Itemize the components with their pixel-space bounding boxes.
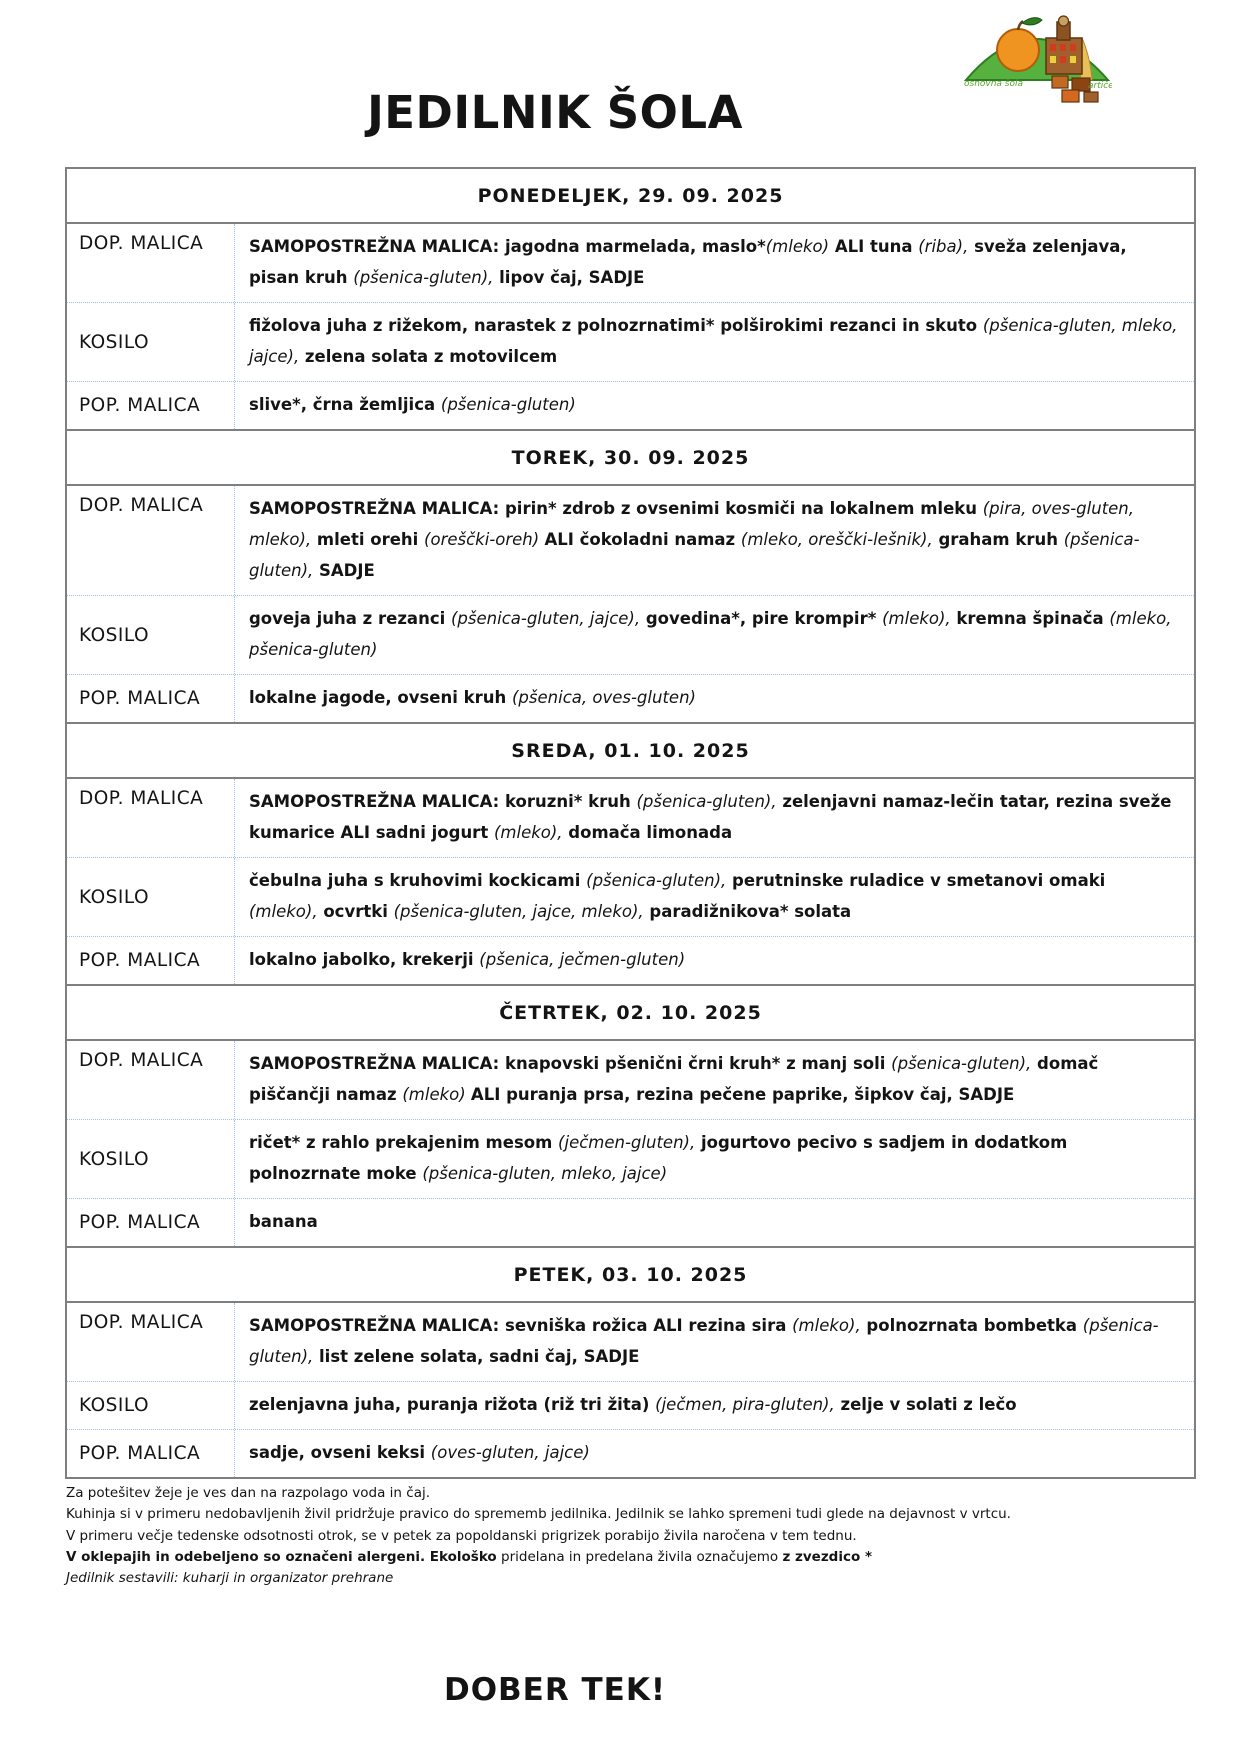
meal-row <box>67 486 1194 595</box>
meal-label: DOP. MALICA <box>67 486 235 595</box>
text-segment: (riba), <box>918 237 969 256</box>
page-title: JEDILNIK ŠOLA <box>367 86 743 139</box>
meal-text <box>235 303 1194 381</box>
note-line <box>66 1504 1186 1525</box>
text-segment: lokalno jabolko, krekerji <box>249 950 480 969</box>
text-segment: z zvezdico * <box>782 1548 873 1565</box>
text-segment: jogurtovo pecivo s sadjem in dodatkom polnozrnate moke <box>249 1133 1068 1183</box>
note-line <box>66 1568 1186 1589</box>
closing-area <box>65 1672 1045 1708</box>
text-segment: zelenjavna juha, puranja rižota (riž tri žita) <box>249 1395 656 1414</box>
text-segment: paradižnikova* solata <box>643 902 852 921</box>
text-segment: Jedilnik sestavili: kuharji in organizator prehrane <box>66 1570 394 1587</box>
closing-text: DOBER TEK! <box>443 1671 667 1708</box>
meal-text <box>235 382 1194 429</box>
text-segment: (pšenica, ječmen-gluten) <box>479 950 686 969</box>
text-segment: (mleko) <box>402 1085 471 1104</box>
text-segment: (mleko), <box>249 902 318 921</box>
meal-label: DOP. MALICA <box>67 1041 235 1119</box>
text-segment: (pšenica-gluten), <box>249 530 1140 580</box>
logo-caption-left: osnovna šola <box>964 79 1024 89</box>
meal-row <box>67 1429 1194 1477</box>
apple-icon <box>997 18 1042 71</box>
meal-row <box>67 1119 1194 1198</box>
note-line <box>66 1547 1186 1568</box>
text-segment: (ječmen, pira-gluten), <box>655 1395 835 1414</box>
text-segment: (mleko, oreščki-lešnik), <box>740 530 933 549</box>
text-segment: (pšenica-gluten), <box>636 792 777 811</box>
text-segment: govedina*, pire krompir* <box>640 609 883 628</box>
text-segment: sveža zelenjava, pisan kruh <box>249 237 1127 287</box>
text-segment: SAMOPOSTREŽNA MALICA: knapovski pšenični črni kruh* z manj soli <box>249 1054 892 1073</box>
school-logo-drawing <box>960 14 1112 106</box>
text-segment: ocvrtki <box>317 902 394 921</box>
meal-label: POP. MALICA <box>67 937 235 984</box>
meal-text <box>235 779 1194 857</box>
text-segment: perutninske ruladice v smetanovi omaki <box>726 871 1106 890</box>
text-segment: (ječmen-gluten), <box>558 1133 696 1152</box>
text-segment: (pšenica-gluten, mleko, jajce) <box>422 1164 668 1183</box>
text-segment: (pšenica, oves-gluten) <box>512 688 696 707</box>
text-segment: sadje, ovseni keksi <box>249 1443 431 1462</box>
meal-row <box>67 779 1194 857</box>
text-segment: lipov čaj, SADJE <box>493 268 645 287</box>
text-segment: zelena solata z motovilcem <box>299 347 558 366</box>
logo-caption-right: artiče <box>1088 81 1112 91</box>
text-segment: (pšenica-gluten) <box>440 395 576 414</box>
text-segment: zelenjavni namaz-lečin tatar, rezina sveže kumarice ALI sadni jogurt <box>249 792 1172 842</box>
meal-text <box>235 675 1194 722</box>
meal-label: POP. MALICA <box>67 382 235 429</box>
note-line <box>66 1526 1186 1547</box>
text-segment: kremna špinača <box>950 609 1110 628</box>
footnotes <box>66 1483 1186 1590</box>
day-header: TOREK, 30. 09. 2025 <box>67 429 1194 486</box>
text-segment: SAMOPOSTREŽNA MALICA: koruzni* kruh <box>249 792 637 811</box>
meal-row <box>67 857 1194 936</box>
text-segment: domač piščančji namaz <box>249 1054 1099 1104</box>
text-segment: mleti orehi <box>311 530 425 549</box>
day-header: SREDA, 01. 10. 2025 <box>67 722 1194 779</box>
meal-row <box>67 1041 1194 1119</box>
text-segment: fižolova juha z rižekom, narastek z polnozrnatimi* polširokimi rezanci in skuto <box>249 316 983 335</box>
text-segment: slive*, črna žemljica <box>249 395 441 414</box>
text-segment: (mleko, pšenica-gluten) <box>249 609 1172 659</box>
meal-text <box>235 224 1194 302</box>
meal-label: DOP. MALICA <box>67 779 235 857</box>
text-segment: list zelene solata, sadni čaj, SADJE <box>313 1347 640 1366</box>
note-line <box>66 1483 1186 1504</box>
meal-text <box>235 1382 1194 1429</box>
text-segment: ALI čokoladni namaz <box>544 530 741 549</box>
text-segment: (mleko), <box>493 823 563 842</box>
meal-row <box>67 595 1194 674</box>
meal-label: KOSILO <box>67 303 235 381</box>
text-segment: V oklepajih in odebeljeno so označeni alergeni. Ekološko <box>66 1548 497 1565</box>
meal-label: KOSILO <box>67 1382 235 1429</box>
meal-label: POP. MALICA <box>67 1199 235 1246</box>
text-segment: (pšenica-gluten), <box>891 1054 1032 1073</box>
text-segment: (mleko), <box>792 1316 861 1335</box>
meal-text <box>235 858 1194 936</box>
meal-text <box>235 1430 1194 1477</box>
text-segment: polnozrnata bombetka <box>860 1316 1083 1335</box>
meal-text <box>235 937 1194 984</box>
text-segment: V primeru večje tedenske odsotnosti otrok, se v petek za popoldanski prigrizek porabijo živila naročena v tem tednu. <box>66 1527 857 1544</box>
meal-row <box>67 674 1194 722</box>
text-segment: (pšenica-gluten), <box>353 268 494 287</box>
meal-row <box>67 1303 1194 1381</box>
school-logo <box>960 14 1112 106</box>
text-segment: (mleko) <box>765 237 830 256</box>
text-segment: SAMOPOSTREŽNA MALICA: jagodna marmelada, maslo* <box>249 237 766 256</box>
text-segment: SAMOPOSTREŽNA MALICA: sevniška rožica ALI rezina sira <box>249 1316 793 1335</box>
text-segment: ričet* z rahlo prekajenim mesom <box>249 1133 559 1152</box>
text-segment: (pšenica-gluten, jajce), <box>451 609 641 628</box>
meal-label: KOSILO <box>67 1120 235 1198</box>
text-segment: (oreščki-oreh) <box>424 530 545 549</box>
text-segment: zelje v solati z lečo <box>834 1395 1017 1414</box>
text-segment: (pšenica-gluten, mleko, jajce), <box>249 316 1178 366</box>
text-segment: goveja juha z rezanci <box>249 609 451 628</box>
text-segment: graham kruh <box>932 530 1064 549</box>
meal-text <box>235 596 1194 674</box>
meal-text <box>235 1041 1194 1119</box>
text-segment: Za potešitev žeje je ves dan na razpolago voda in čaj. <box>66 1485 431 1501</box>
text-segment: banana <box>249 1212 318 1231</box>
meal-label: POP. MALICA <box>67 1430 235 1477</box>
meal-row <box>67 224 1194 302</box>
text-segment: ALI tuna <box>829 237 919 256</box>
text-segment: (pira, oves-gluten, mleko), <box>249 499 1135 549</box>
meal-row <box>67 936 1194 984</box>
meal-row <box>67 381 1194 429</box>
text-segment: SADJE <box>313 561 375 580</box>
meal-row <box>67 1198 1194 1246</box>
meal-label: KOSILO <box>67 596 235 674</box>
text-segment: (mleko), <box>882 609 951 628</box>
text-segment: (pšenica-gluten, jajce, mleko), <box>393 902 644 921</box>
text-segment: ALI puranja prsa, rezina pečene paprike, šipkov čaj, SADJE <box>470 1085 1015 1104</box>
meal-label: DOP. MALICA <box>67 224 235 302</box>
meal-label: DOP. MALICA <box>67 1303 235 1381</box>
title-area <box>65 0 1045 139</box>
day-header: PETEK, 03. 10. 2025 <box>67 1246 1194 1303</box>
text-segment: (oves-gluten, jajce) <box>430 1443 590 1462</box>
text-segment: Kuhinja si v primeru nedobavljenih živil pridržuje pravico do sprememb jedilnika. Jedilnik se lahko spremeni tudi glede na dejavnost v vrtcu. <box>66 1506 1011 1523</box>
meal-text <box>235 1199 1194 1246</box>
text-segment: čebulna juha s kruhovimi kockicami <box>249 871 587 890</box>
menu-table <box>65 167 1196 1479</box>
text-segment: (pšenica-gluten), <box>586 871 727 890</box>
day-header: ČETRTEK, 02. 10. 2025 <box>67 984 1194 1041</box>
day-header: PONEDELJEK, 29. 09. 2025 <box>67 169 1194 224</box>
meal-row <box>67 1381 1194 1429</box>
meal-row <box>67 302 1194 381</box>
meal-label: POP. MALICA <box>67 675 235 722</box>
castle-icon <box>1046 16 1082 74</box>
text-segment: lokalne jagode, ovseni kruh <box>249 688 512 707</box>
meal-text <box>235 1303 1194 1381</box>
text-segment: (pšenica-gluten), <box>249 1316 1159 1366</box>
meal-label: KOSILO <box>67 858 235 936</box>
meal-text <box>235 486 1194 595</box>
text-segment: domača limonada <box>562 823 733 842</box>
text-segment: pridelana in predelana živila označujemo <box>496 1548 783 1565</box>
meal-text <box>235 1120 1194 1198</box>
text-segment: SAMOPOSTREŽNA MALICA: pirin* zdrob z ovsenimi kosmiči na lokalnem mleku <box>249 499 983 518</box>
